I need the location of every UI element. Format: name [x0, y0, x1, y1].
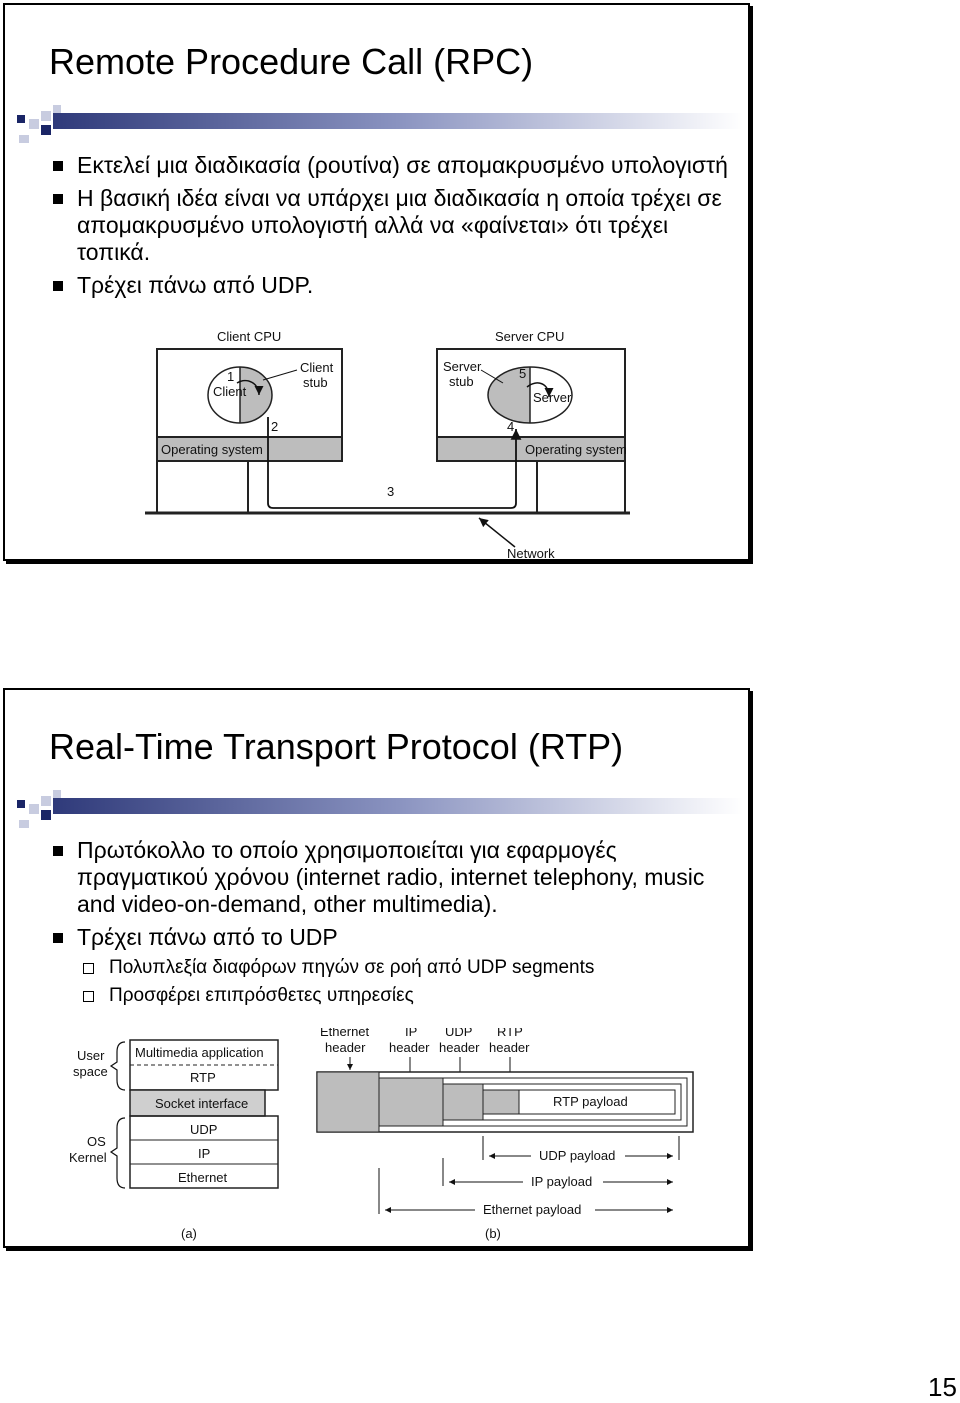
rtp-header-label-2: header [489, 1040, 530, 1055]
ethernet-header-label-2: header [325, 1040, 366, 1055]
server-stub-label-2: stub [449, 374, 474, 389]
title-underline-decoration [13, 788, 743, 828]
slide-rtp [3, 688, 750, 1248]
udp-payload-label: UDP payload [539, 1148, 616, 1163]
ethernet-payload-label: Ethernet payload [483, 1202, 582, 1217]
ethernet-header-box [317, 1072, 379, 1132]
ethernet-header-label: Ethernet [320, 1028, 370, 1039]
rtp-diagram [55, 1028, 745, 1248]
figure-a-label: (a) [181, 1226, 197, 1241]
user-space-label: User [77, 1048, 105, 1063]
sub-bullet-item: Πολυπλεξία διαφόρων πηγών σε ροή από UDP segments [77, 955, 739, 981]
client-stub-label: Client [300, 360, 334, 375]
slide-title: Real-Time Transport Protocol (RTP) [49, 726, 624, 767]
ip-header-box [379, 1078, 443, 1126]
socket-interface-label: Socket interface [155, 1096, 249, 1111]
hollow-square-bullet-icon [83, 991, 94, 1002]
sub-bullet-item: Προσφέρει επιπρόσθετες υπηρεσίες [77, 983, 739, 1009]
square-bullet-icon [53, 281, 63, 291]
step-2-label: 2 [271, 419, 279, 434]
client-label: Client [213, 384, 247, 399]
rtp-header-box [483, 1090, 519, 1114]
user-space-label-2: space [73, 1064, 108, 1079]
os-label: OS [87, 1134, 106, 1149]
bullet-item: Η βασική ιδέα είναι να υπάρχει μια διαδικασία η οποία τρέχει σε απομακρυσμένο υπολογιστή αλλά να «φαίνεται» ότι τρέχει τοπικά. [49, 185, 739, 266]
bullet-item: Τρέχει πάνω από UDP. [49, 272, 739, 299]
client-os-label: Operating system [161, 442, 263, 457]
udp-header-label: UDP [445, 1028, 473, 1039]
step-1-label: 1 [227, 369, 235, 384]
square-bullet-icon [53, 846, 63, 856]
step-5-label: 5 [519, 366, 527, 381]
hollow-square-bullet-icon [83, 963, 94, 974]
ip-layer: IP [198, 1146, 211, 1161]
client-cpu-label: Client CPU [217, 329, 282, 344]
bullet-item: Πρωτόκολλο το οποίο χρησιμοποιείται για εφαρμογές πραγματικού χρόνου (internet radio, internet telephony, music and video-on-demand, other multimedia). [49, 837, 739, 918]
title-underline-decoration [13, 103, 743, 143]
bullet-item: Εκτελεί μια διαδικασία (ρουτίνα) σε απομακρυσμένο υπολογιστή [49, 152, 739, 179]
rtp-layer: RTP [190, 1070, 216, 1085]
bullet-list [49, 152, 739, 305]
square-bullet-icon [53, 194, 63, 204]
rpc-diagram [145, 325, 645, 560]
ethernet-layer: Ethernet [178, 1170, 228, 1185]
page-number: 15 [928, 1372, 957, 1402]
rtp-payload-label: RTP payload [553, 1094, 628, 1109]
step-3-label: 3 [387, 484, 395, 499]
figure-b-label: (b) [485, 1226, 501, 1241]
multimedia-app-layer: Multimedia application [135, 1045, 264, 1060]
ip-header-label: IP [405, 1028, 418, 1039]
square-bullet-icon [53, 161, 63, 171]
udp-header-box [443, 1084, 483, 1120]
client-stub-label-2: stub [303, 375, 328, 390]
step-4-label: 4 [507, 419, 515, 434]
kernel-label: Kernel [69, 1150, 107, 1165]
bullet-item: Τρέχει πάνω από το UDP Πολυπλεξία διαφόρων πηγών σε ροή από UDP segments Προσφέρει επιπρόσθετες υπηρεσίες [49, 924, 739, 1009]
square-bullet-icon [53, 933, 63, 943]
rtp-header-label: RTP [497, 1028, 523, 1039]
sub-bullet-list [77, 955, 739, 1009]
server-label: Server [533, 390, 572, 405]
slide-rpc [3, 3, 750, 561]
network-label: Network [507, 546, 555, 560]
server-cpu-label: Server CPU [495, 329, 565, 344]
udp-layer: UDP [190, 1122, 218, 1137]
ip-payload-label: IP payload [531, 1174, 593, 1189]
udp-header-label-2: header [439, 1040, 480, 1055]
ip-header-label-2: header [389, 1040, 430, 1055]
server-stub-label: Server [443, 359, 482, 374]
server-os-label: Operating system [525, 442, 627, 457]
slide-title: Remote Procedure Call (RPC) [49, 41, 534, 82]
bullet-list [49, 837, 739, 1015]
